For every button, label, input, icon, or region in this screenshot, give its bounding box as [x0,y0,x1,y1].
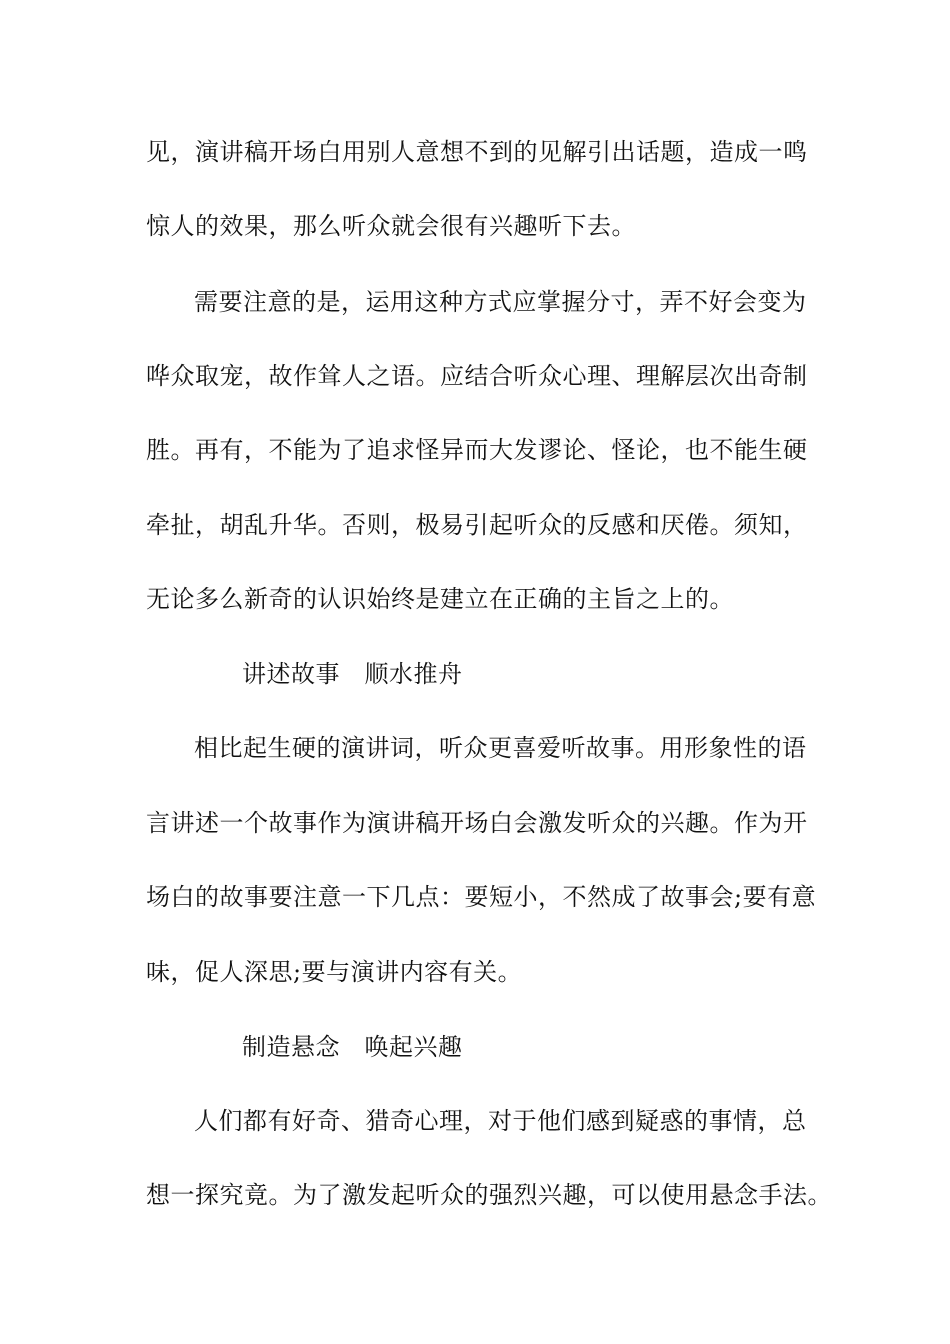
paragraph-line: 味，促人深思;要与演讲内容有关。 [146,958,523,986]
paragraph-line: 场白的故事要注意一下几点：要短小，不然成了故事会;要有意 [146,883,817,911]
paragraph-line: 见，演讲稿开场白用别人意想不到的见解引出话题，造成一鸣 [146,138,808,166]
paragraph-line: 想一探究竟。为了激发起听众的强烈兴趣，可以使用悬念手法。 [146,1181,832,1209]
section-heading: 讲述故事 顺水推舟 [242,660,463,688]
paragraph-line: 人们都有好奇、猎奇心理，对于他们感到疑惑的事情，总 [194,1107,807,1135]
section-heading: 制造悬念 唤起兴趣 [242,1033,463,1061]
paragraph-line: 相比起生硬的演讲词，听众更喜爱听故事。用形象性的语 [194,734,807,762]
paragraph-line: 需要注意的是，运用这种方式应掌握分寸，弄不好会变为 [194,288,807,316]
paragraph-line: 哗众取宠，故作耸人之语。应结合听众心理、理解层次出奇制 [146,362,808,390]
paragraph-line: 言讲述一个故事作为演讲稿开场白会激发听众的兴趣。作为开 [146,809,808,837]
paragraph-line: 胜。再有，不能为了追求怪异而大发谬论、怪论，也不能生硬 [146,436,808,464]
paragraph-line: 牵扯，胡乱升华。否则，极易引起听众的反感和厌倦。须知， [146,511,808,539]
paragraph-line: 无论多么新奇的认识始终是建立在正确的主旨之上的。 [146,585,734,613]
paragraph-line: 惊人的效果，那么听众就会很有兴趣听下去。 [146,212,636,240]
